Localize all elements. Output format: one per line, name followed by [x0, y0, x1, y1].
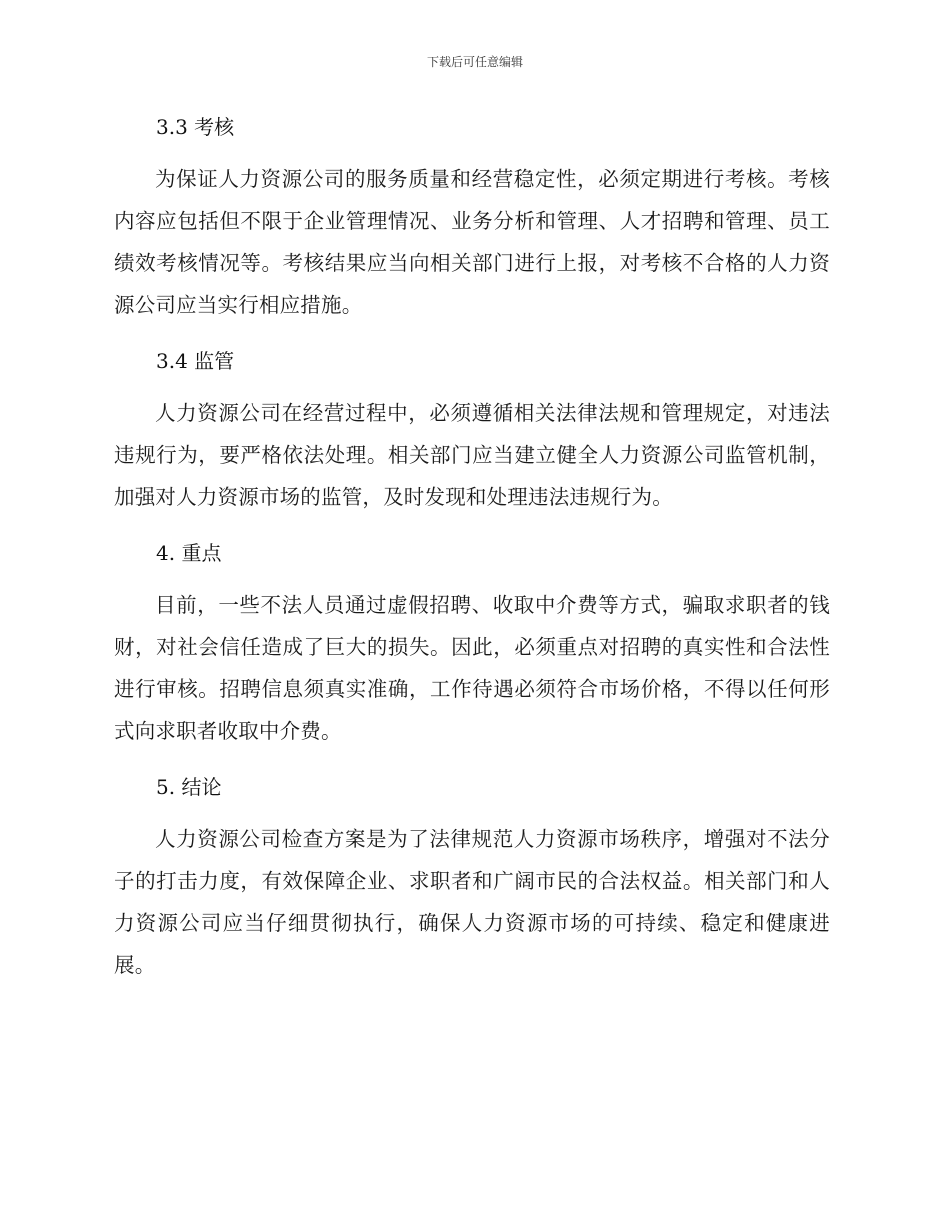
- document-body: [114, 110, 830, 986]
- section-paragraph-3-3: 为保证人力资源公司的服务质量和经营稳定性，必须定期进行考核。考核内容应包括但不限于企业管理情况、业务分析和管理、人才招聘和管理、员工绩效考核情况等。考核结果应当向相关部门进行上报，对考核不合格的人力资源公司应当实行相应措施。: [114, 167, 830, 317]
- section-heading-3-3: 3.3 考核: [156, 115, 235, 139]
- page-header: 下载后可任意编辑: [426, 55, 523, 69]
- section-paragraph-3-4: 人力资源公司在经营过程中，必须遵循相关法律法规和管理规定，对违法违规行为，要严格依法处理。相关部门应当建立健全人力资源公司监管机制，加强对人力资源市场的监管，及时发现和处理违法违规行为。: [114, 401, 830, 509]
- section-paragraph-5: 人力资源公司检查方案是为了法律规范人力资源市场秩序，增强对不法分子的打击力度，有效保障企业、求职者和广阔市民的合法权益。相关部门和人力资源公司应当仔细贯彻执行，确保人力资源市场的可持续、稳定和健康进展。: [114, 827, 830, 977]
- section-heading-3-4: 3.4 监管: [156, 349, 235, 373]
- section-heading-4: 4. 重点: [156, 541, 222, 565]
- section-paragraph-4: 目前，一些不法人员通过虚假招聘、收取中介费等方式，骗取求职者的钱财，对社会信任造成了巨大的损失。因此，必须重点对招聘的真实性和合法性进行审核。招聘信息须真实准确，工作待遇必须符合市场价格，不得以任何形式向求职者收取中介费。: [114, 593, 830, 743]
- section-heading-5: 5. 结论: [156, 775, 222, 799]
